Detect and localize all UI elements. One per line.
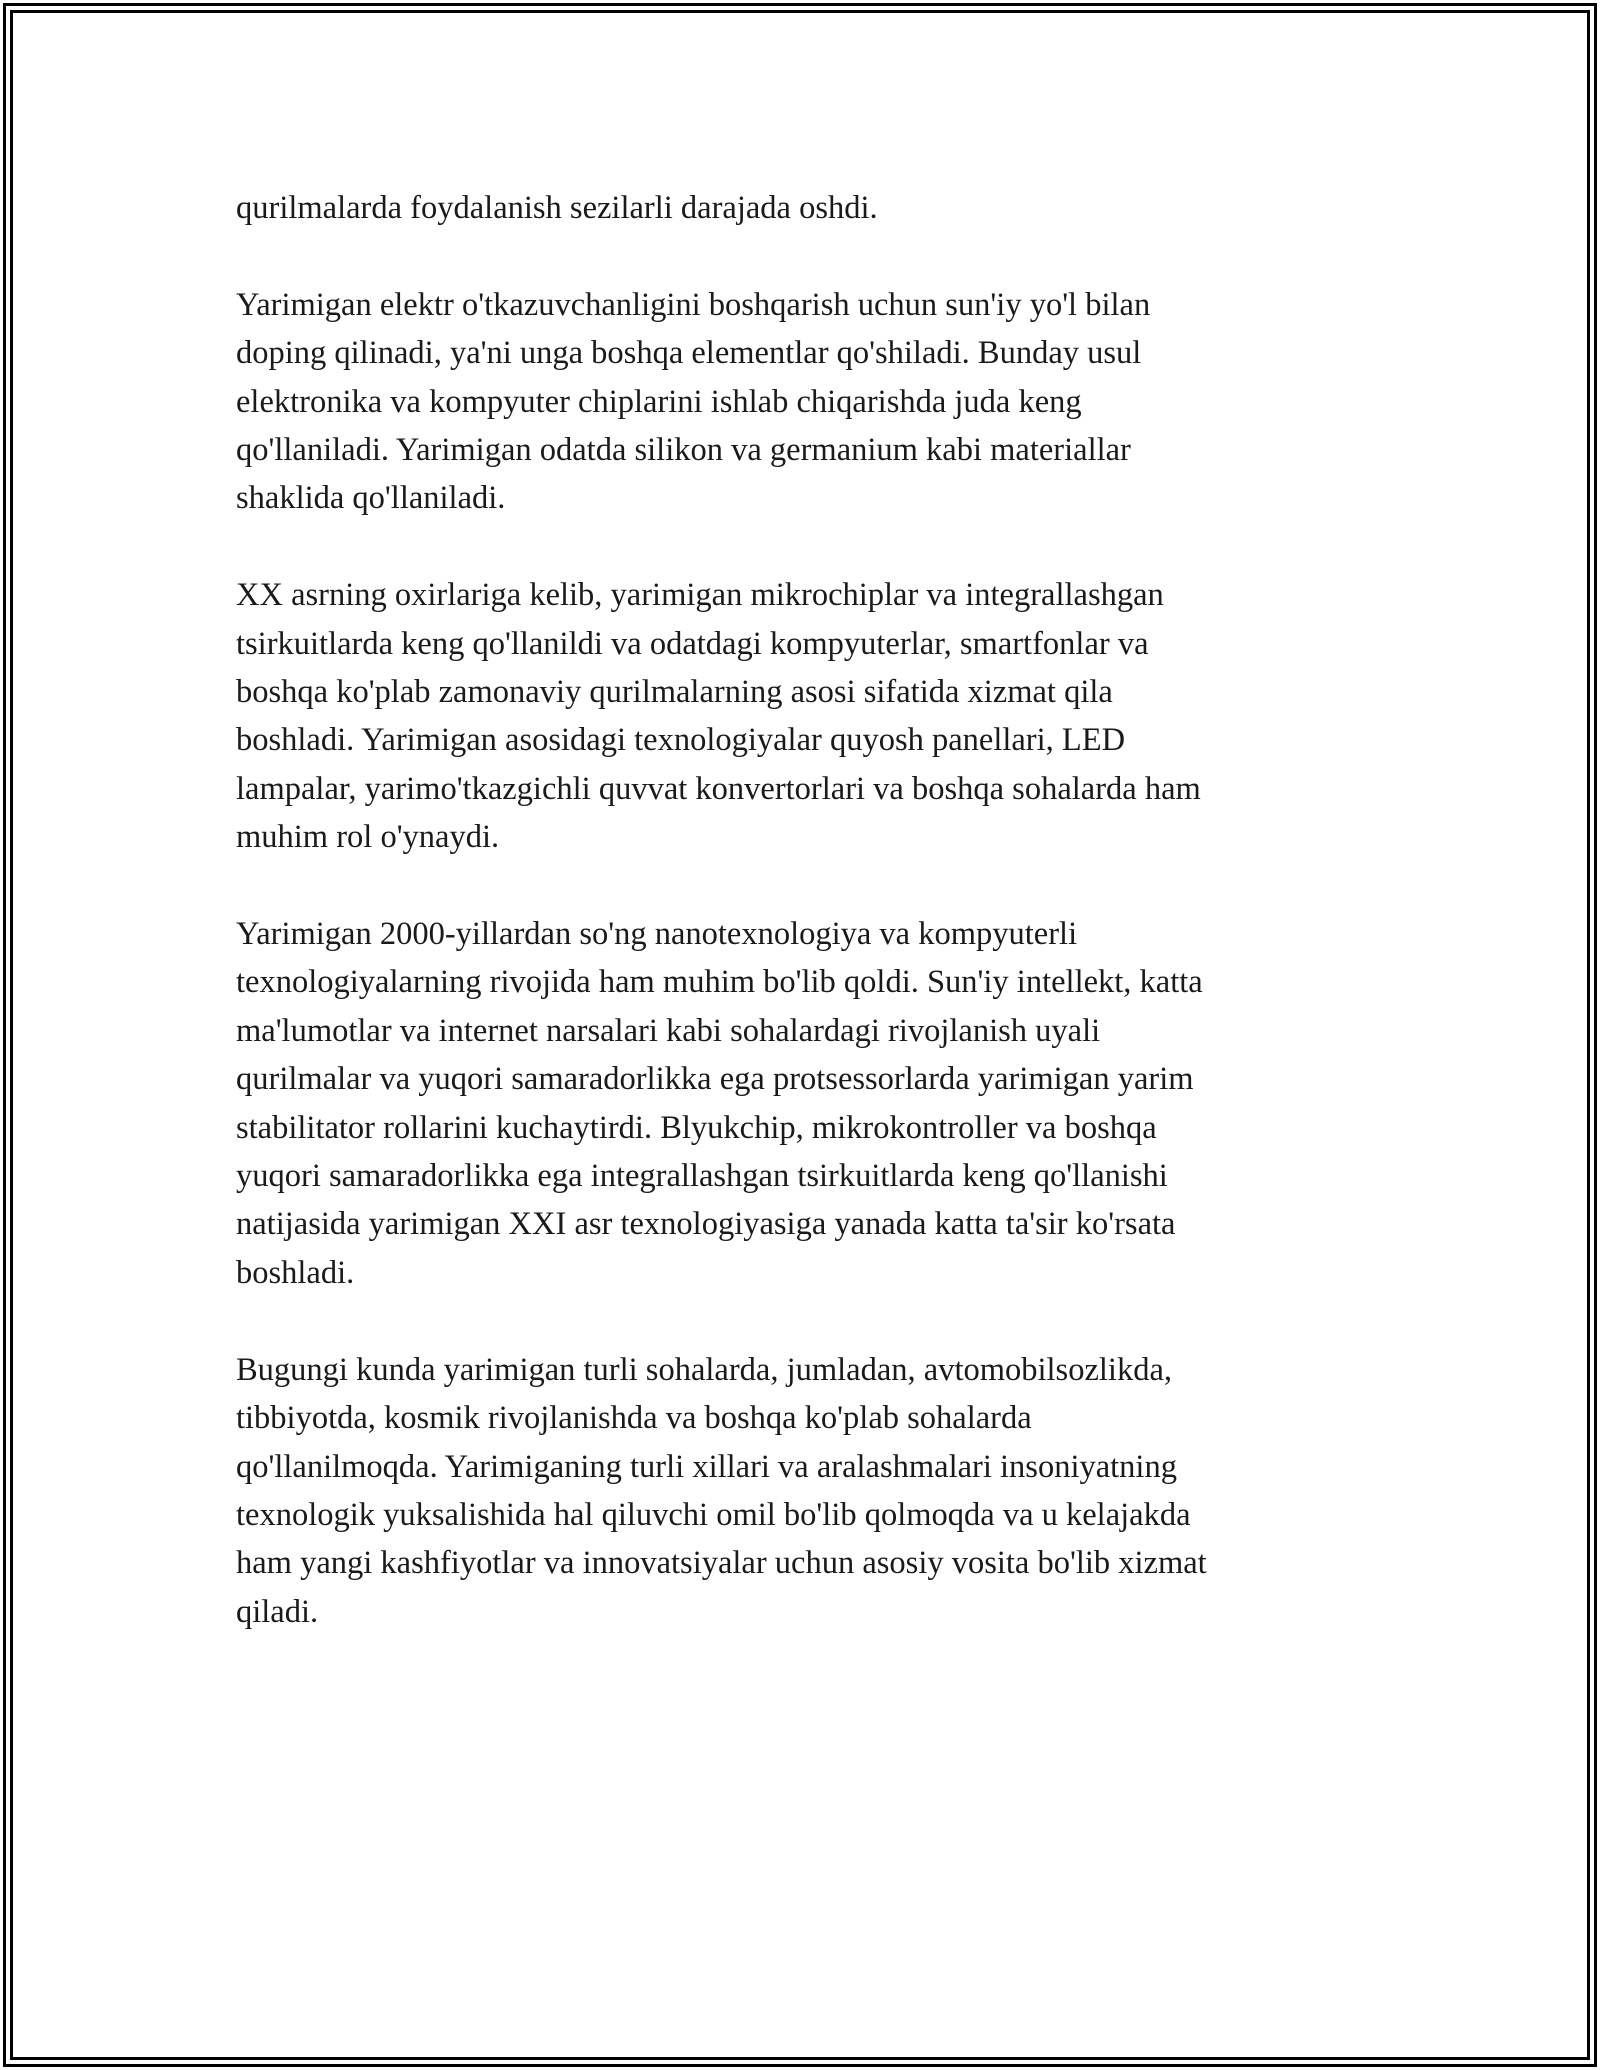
text-line: boshqa ko'plab zamonaviy qurilmalarning asosi sifatida xizmat qila <box>236 674 1113 711</box>
text-line: tsirkuitlarda keng qo'llanildi va odatdagi kompyuterlar, smartfonlar va <box>236 625 1149 662</box>
text-line: tibbiyotda, kosmik rivojlanishda va boshqa ko'plab sohalarda <box>236 1400 1032 1437</box>
paragraph-1 <box>236 184 1366 232</box>
text-line: Yarimigan elektr o'tkazuvchanligini boshqarish uchun sun'iy yo'l bilan <box>236 286 1151 323</box>
text-line: natijasida yarimigan XXI asr texnologiyasiga yanada katta ta'sir ko'rsata <box>236 1206 1176 1243</box>
text-line: qo'llaniladi. Yarimigan odatda silikon va germanium kabi materiallar <box>236 432 1131 469</box>
text-line: qurilmalar va yuqori samaradorlikka ega protsessorlarda yarimigan yarim <box>236 1061 1194 1098</box>
paragraph-4 <box>236 910 1366 1297</box>
text-line: doping qilinadi, ya'ni unga boshqa elementlar qo'shiladi. Bunday usul <box>236 335 1142 372</box>
text-line: Yarimigan 2000-yillardan so'ng nanotexnologiya va kompyuterli <box>236 916 1078 953</box>
paragraph-3 <box>236 571 1366 861</box>
text-line: stabilitator rollarini kuchaytirdi. Blyukchip, mikrokontroller va boshqa <box>236 1109 1157 1146</box>
text-line: boshladi. <box>236 1254 355 1291</box>
text-line: ham yangi kashfiyotlar va innovatsiyalar uchun asosiy vosita bo'lib xizmat <box>236 1545 1207 1582</box>
text-line: Bugungi kunda yarimigan turli sohalarda, jumladan, avtomobilsozlikda, <box>236 1351 1172 1388</box>
paragraph-2 <box>236 281 1366 523</box>
text-line: elektronika va kompyuter chiplarini ishlab chiqarishda juda keng <box>236 383 1082 420</box>
text-line: XX asrning oxirlariga kelib, yarimigan mikrochiplar va integrallashgan <box>236 577 1164 614</box>
text-line: qiladi. <box>236 1593 319 1630</box>
text-line: qurilmalarda foydalanish sezilarli darajada oshdi. <box>236 190 878 226</box>
text-line: yuqori samaradorlikka ega integrallashgan tsirkuitlarda keng qo'llanishi <box>236 1158 1168 1195</box>
paragraph-5 <box>236 1346 1366 1636</box>
document-body <box>236 184 1366 1685</box>
text-line: muhim rol o'ynaydi. <box>236 819 500 856</box>
text-line: shaklida qo'llaniladi. <box>236 480 506 517</box>
text-line: texnologik yuksalishida hal qiluvchi omil bo'lib qolmoqda va u kelajakda <box>236 1496 1191 1533</box>
text-line: texnologiyalarning rivojida ham muhim bo'lib qoldi. Sun'iy intellekt, katta <box>236 964 1203 1001</box>
text-line: boshladi. Yarimigan asosidagi texnologiyalar quyosh panellari, LED <box>236 722 1126 759</box>
text-line: qo'llanilmoqda. Yarimiganing turli xillari va aralashmalari insoniyatning <box>236 1448 1177 1485</box>
text-line: lampalar, yarimo'tkazgichli quvvat konvertorlari va boshqa sohalarda ham <box>236 770 1201 807</box>
text-line: ma'lumotlar va internet narsalari kabi sohalardagi rivojlanish uyali <box>236 1012 1101 1049</box>
